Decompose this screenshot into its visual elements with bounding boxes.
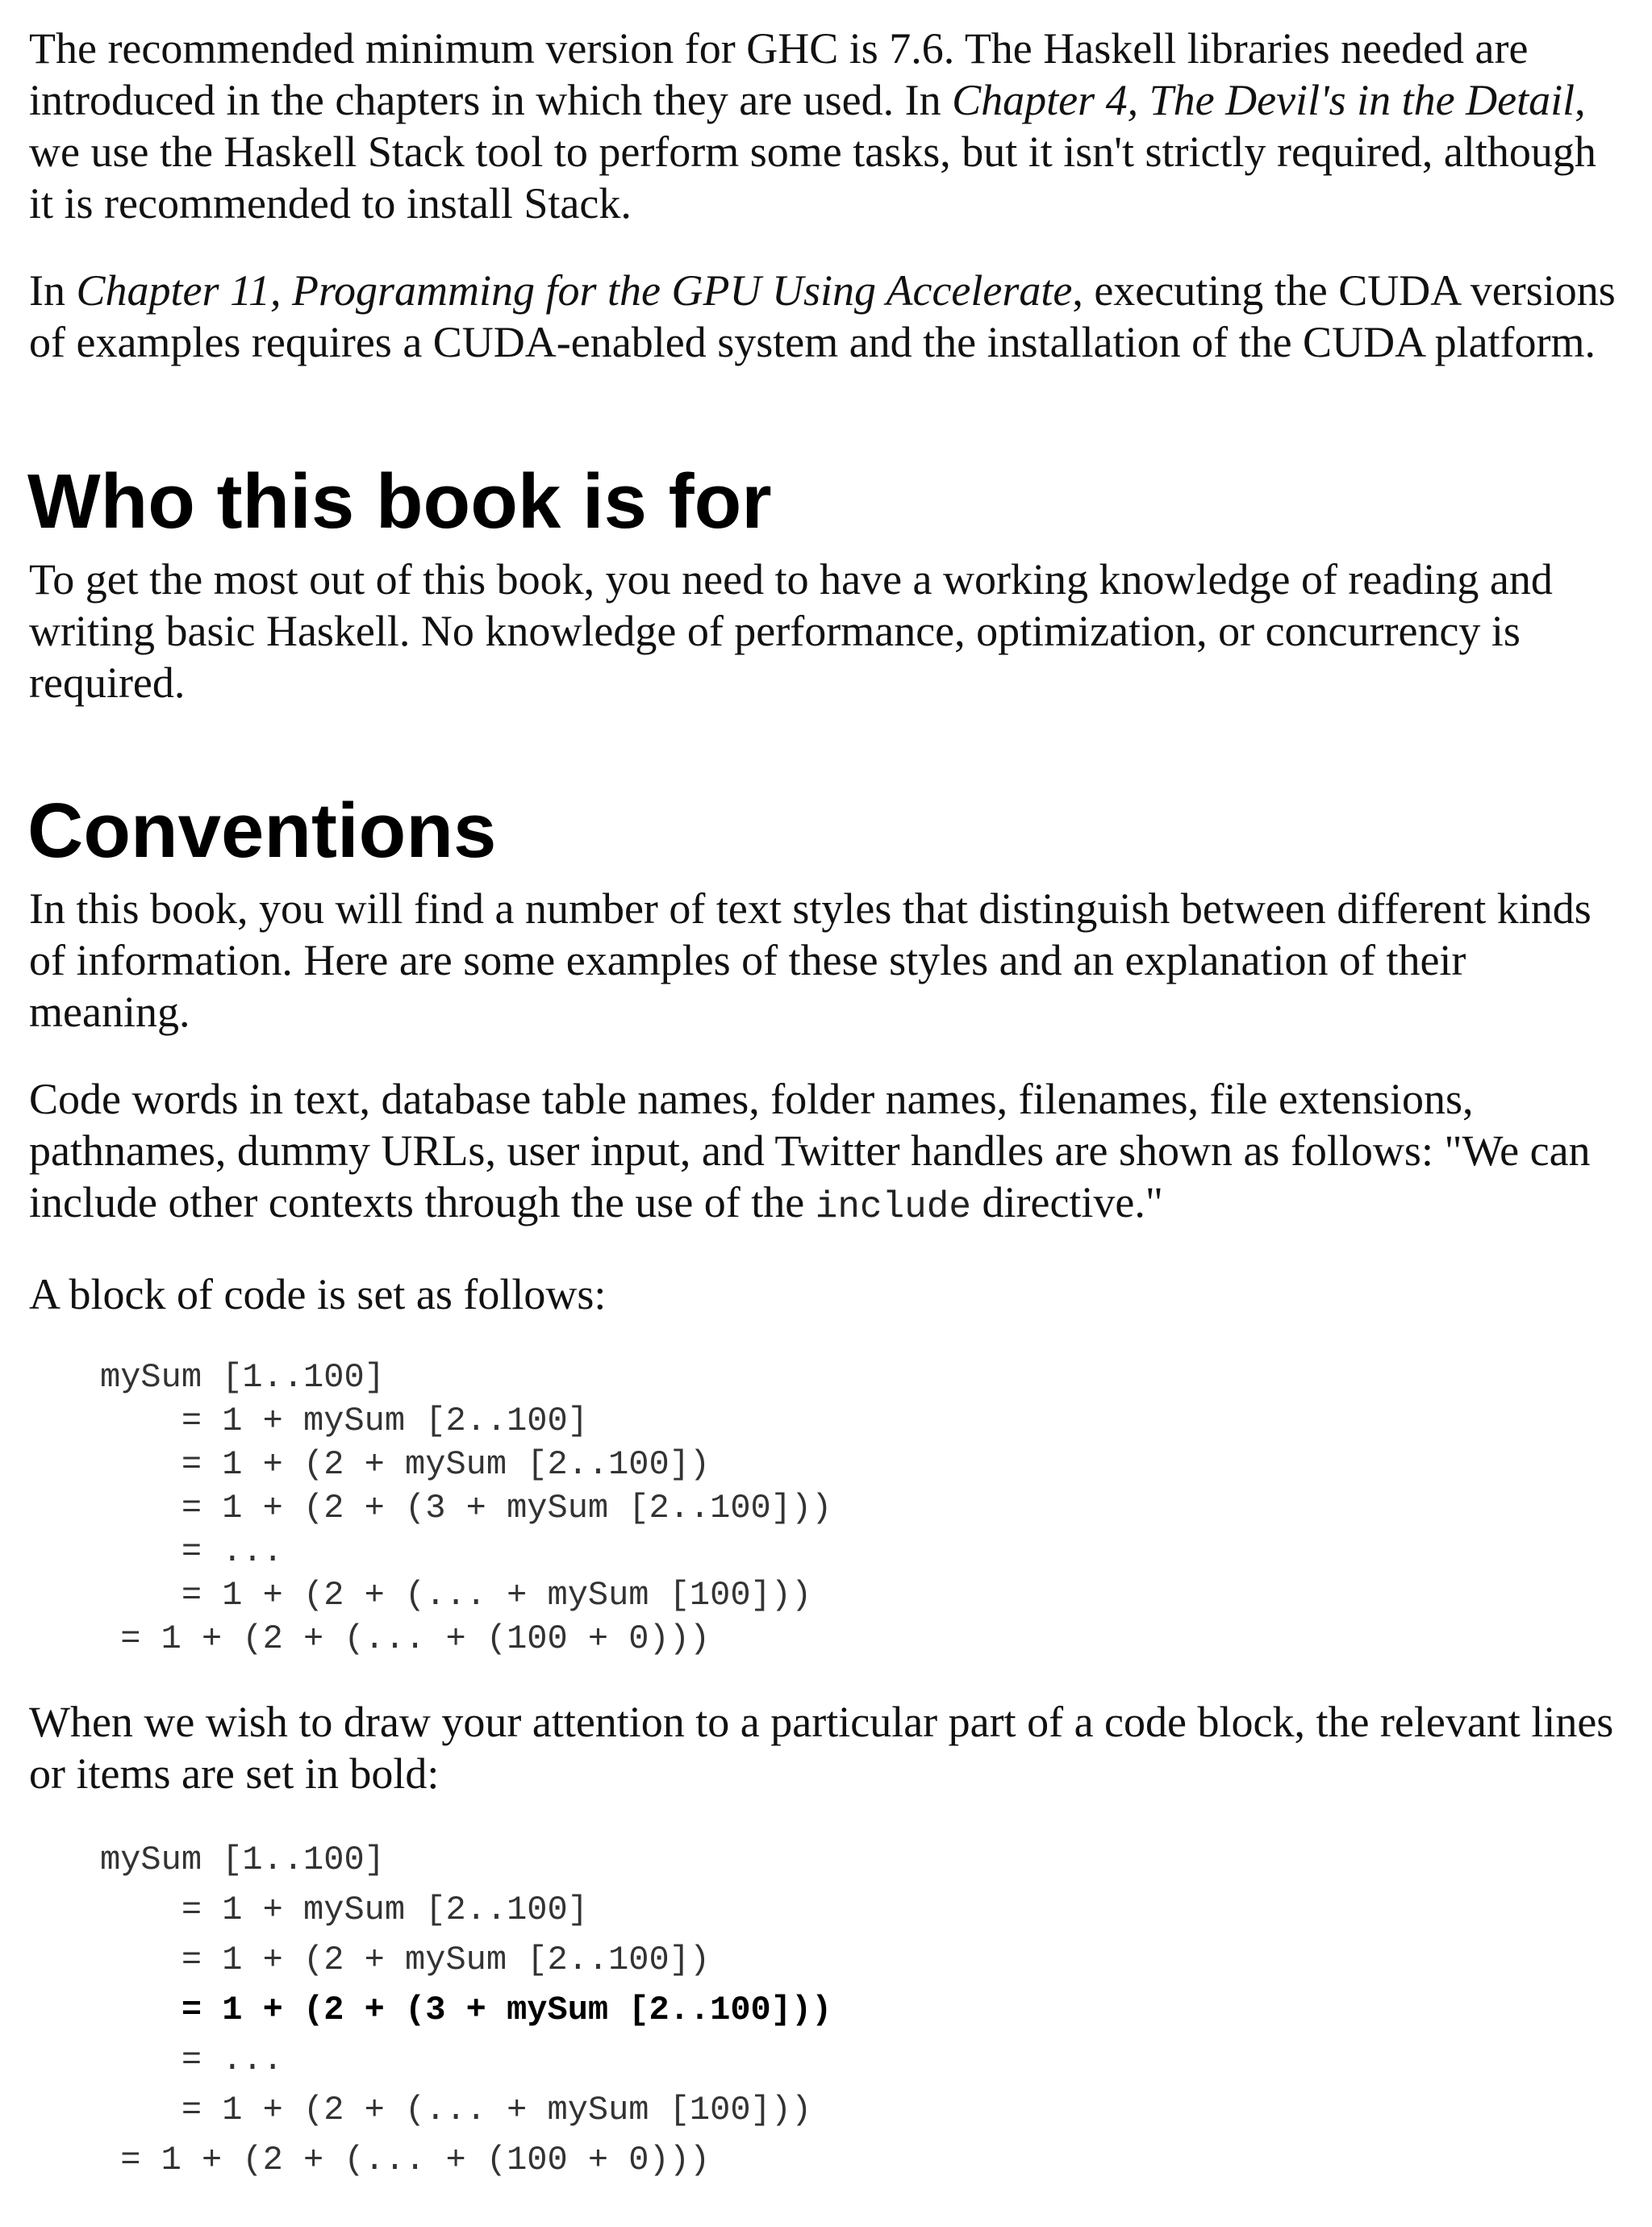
document-page [29,23,1623,2221]
text-segment: Code words in text, database table names, folder names, filenames, file extensions, pathnames, dummy URLs, user input, and Twitter handles are shown as follows: "We can include other contexts through the use of the [29,1075,1591,1226]
code-line: = 1 + mySum [2..100] [100,1402,588,1440]
code-line: = 1 + (2 + (... + (100 + 0))) [100,2141,711,2179]
text-segment: , executing the CUDA versions of examples requires a CUDA-enabled system and the installation of the CUDA platform. [29,266,1616,366]
code-line: = 1 + (2 + (... + (100 + 0))) [100,1619,711,1658]
chapter-reference: Chapter 4, The Devil's in the Detail [952,76,1575,124]
paragraph-cuda [29,265,1623,368]
code-block-highlighted [100,1835,1623,2185]
inline-code: include [815,1186,971,1228]
code-line-highlighted: = 1 + (2 + (3 + mySum [2..100])) [100,1991,832,2029]
text-segment: In [29,266,77,315]
code-line: = 1 + (2 + mySum [2..100]) [100,1445,711,1484]
code-line: mySum [1..100] [100,1841,385,1879]
chapter-reference: Chapter 11, Programming for the GPU Using Accelerate [76,266,1073,315]
code-line: = 1 + (2 + (3 + mySum [2..100])) [100,1489,832,1527]
code-block-example [100,1356,1623,1661]
paragraph-audience: To get the most out of this book, you need to have a working knowledge of reading and writing basic Haskell. No knowledge of performance, optimization, or concurrency is required. [29,555,1553,707]
code-line: = 1 + (2 + (... + mySum [100])) [100,1576,812,1615]
heading-who-this-book-is-for: Who this book is for [27,458,772,545]
paragraph-bold-intro: When we wish to draw your attention to a particular part of a code block, the relevant lines or items are set in bold: [29,1698,1614,1798]
text-segment: directive." [970,1178,1163,1226]
code-line: = 1 + (2 + (... + mySum [100])) [100,2091,812,2129]
text-segment: , we use the Haskell Stack tool to perform some tasks, but it isn't strictly required, although it is recommended to install Stack. [29,76,1596,228]
paragraph-code-words [29,1073,1623,1233]
paragraph-block-intro: A block of code is set as follows: [29,1270,607,1318]
text-segment: The recommended minimum version for GHC is 7.6. The Haskell libraries needed are introduced in the chapters in which they are used. In [29,24,1529,124]
code-line: = 1 + (2 + mySum [2..100]) [100,1941,711,1979]
paragraph-conventions-intro: In this book, you will find a number of text styles that distinguish between different kinds of information. Here are some examples of these styles and an explanation of their meaning. [29,884,1592,1036]
paragraph-requirements [29,23,1623,229]
code-line: = 1 + mySum [2..100] [100,1891,588,1929]
code-line: = ... [100,1532,283,1571]
heading-conventions: Conventions [27,788,497,874]
code-line: = ... [100,2041,283,2079]
code-line: mySum [1..100] [100,1358,385,1397]
